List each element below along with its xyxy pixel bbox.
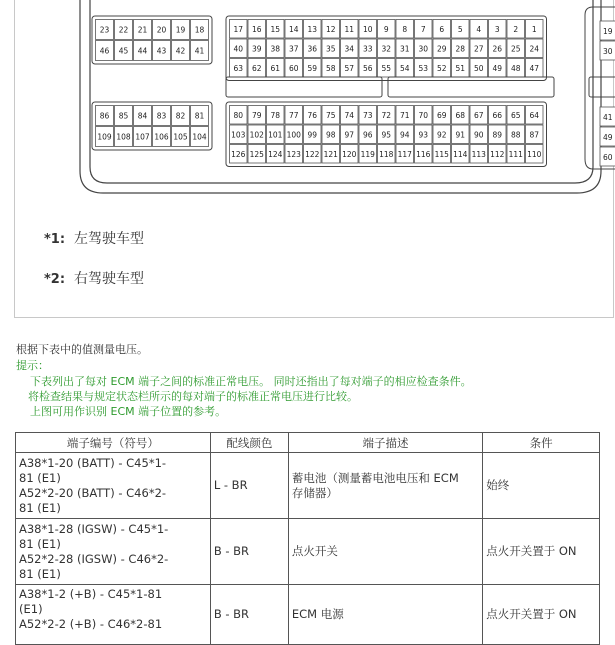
- pin-number: 118: [379, 149, 394, 159]
- description-cell: 点火开关: [288, 519, 482, 585]
- pin-number: 51: [455, 63, 466, 73]
- pin-number: 78: [270, 110, 281, 120]
- pin-number: 66: [492, 110, 503, 120]
- pin-number: 25: [510, 44, 521, 54]
- pin-number: 54: [399, 63, 410, 73]
- pin-number: 35: [325, 44, 336, 54]
- table-row: [16, 453, 600, 519]
- pin-number: 84: [137, 111, 148, 121]
- pin-number: 83: [156, 111, 167, 121]
- pin-number: 71: [399, 110, 410, 120]
- pin-number: 40: [233, 44, 244, 54]
- pin-number: 56: [362, 63, 373, 73]
- pin-number: 37: [288, 44, 299, 54]
- pin-number: 110: [527, 149, 542, 159]
- pin-number: 58: [325, 63, 336, 73]
- description-cell: 蓄电池（测量蓄电池电压和 ECM 存储器）: [288, 453, 482, 519]
- pin-number: 65: [510, 110, 521, 120]
- pin-number: 105: [173, 132, 188, 142]
- pin-number: 30: [418, 44, 429, 54]
- pin-number: 48: [510, 63, 521, 73]
- pin-number: 82: [175, 111, 186, 121]
- pin-number: 96: [362, 130, 373, 140]
- pin-number: 3: [494, 24, 500, 34]
- pin-number: 12: [325, 24, 336, 34]
- pin-number: 5: [457, 24, 463, 34]
- pin-number: 46: [99, 46, 110, 56]
- note-1: [44, 228, 144, 248]
- pin-number: 52: [436, 63, 447, 73]
- wire-color-cell: B - BR: [210, 519, 288, 585]
- terminal-cell: A38*1-28 (IGSW) - C45*1- 81 (E1) A52*2-28 (IGSW) - C46*2- 81 (E1): [16, 519, 211, 585]
- pin-number: 33: [362, 44, 373, 54]
- condition-cell: 点火开关置于 ON: [483, 519, 600, 585]
- pin-number: 94: [399, 130, 410, 140]
- pin-number: 79: [251, 110, 262, 120]
- pin-number: 104: [192, 132, 207, 142]
- pin-number: 86: [99, 111, 110, 121]
- pin-number: 101: [268, 130, 283, 140]
- header-wire-color: 配线颜色: [210, 433, 288, 453]
- header-condition: 条件: [483, 433, 600, 453]
- pin-number: 27: [473, 44, 484, 54]
- pin-number: 121: [323, 149, 338, 159]
- pin-number: 16: [251, 24, 262, 34]
- pin-number: 19: [603, 27, 613, 36]
- pin-number: 126: [231, 149, 246, 159]
- pin-number: 20: [156, 25, 167, 35]
- wire-color-cell: B - BR: [210, 585, 288, 645]
- pin-number: 103: [231, 130, 246, 140]
- pin-number: 53: [418, 63, 429, 73]
- pin-number: 77: [288, 110, 299, 120]
- terminal-cell: A38*1-2 (+B) - C45*1-81 (E1) A52*2-2 (+B) - C46*2-81: [16, 585, 211, 645]
- pin-number: 18: [194, 25, 205, 35]
- pin-number: 14: [288, 24, 299, 34]
- pin-number: 50: [473, 63, 484, 73]
- pin-number: 93: [418, 130, 429, 140]
- pin-number: 80: [233, 110, 244, 120]
- pin-number: 119: [360, 149, 375, 159]
- pin-number: 24: [529, 44, 540, 54]
- table-header-row: [16, 433, 600, 453]
- pin-number: 102: [249, 130, 264, 140]
- pin-number: 122: [305, 149, 320, 159]
- pin-number: 60: [603, 153, 613, 162]
- pin-number: 69: [436, 110, 447, 120]
- hint-label: 提示：: [16, 359, 49, 372]
- hint-1: 下表列出了每对 ECM 端子之间的标准正常电压。 同时还指出了每对端子的相应检查条件。: [30, 375, 472, 388]
- pin-number: 73: [362, 110, 373, 120]
- pin-number: 38: [270, 44, 281, 54]
- pin-number: 41: [194, 46, 205, 56]
- pin-number: 91: [455, 130, 466, 140]
- pin-number: 55: [381, 63, 392, 73]
- pin-number: 34: [344, 44, 355, 54]
- condition-cell: 点火开关置于 ON: [483, 585, 600, 645]
- pin-number: 59: [307, 63, 318, 73]
- description-cell: ECM 电源: [288, 585, 482, 645]
- pin-number: 67: [473, 110, 484, 120]
- voltage-table: [15, 432, 600, 645]
- pin-number: 22: [118, 25, 129, 35]
- pin-number: 109: [97, 132, 112, 142]
- terminal-cell: A38*1-20 (BATT) - C45*1- 81 (E1) A52*2-20 (BATT) - C46*2- 81 (E1): [16, 453, 211, 519]
- pin-number: 89: [492, 130, 503, 140]
- pin-number: 98: [325, 130, 336, 140]
- pin-number: 61: [270, 63, 281, 73]
- header-terminal: 端子编号（符号）: [16, 433, 211, 453]
- pin-number: 120: [342, 149, 357, 159]
- pin-number: 97: [344, 130, 355, 140]
- ecm-connector-diagram: [15, 0, 615, 199]
- pin-number: 44: [137, 46, 148, 56]
- note-2: [44, 268, 144, 288]
- pin-number: 85: [118, 111, 129, 121]
- pin-number: 68: [455, 110, 466, 120]
- pin-number: 17: [233, 24, 244, 34]
- pin-number: 95: [381, 130, 392, 140]
- pin-number: 26: [492, 44, 503, 54]
- pin-number: 29: [436, 44, 447, 54]
- pin-number: 8: [402, 24, 408, 34]
- pin-number: 114: [453, 149, 468, 159]
- pin-number: 10: [362, 24, 373, 34]
- pin-number: 47: [529, 63, 540, 73]
- pin-number: 15: [270, 24, 281, 34]
- pin-number: 88: [510, 130, 521, 140]
- pin-number: 92: [436, 130, 447, 140]
- pin-number: 117: [397, 149, 412, 159]
- pin-number: 42: [175, 46, 186, 56]
- note-2-mark: *2:: [44, 272, 66, 287]
- pin-number: 90: [473, 130, 484, 140]
- hint-3: 上图可用作识别 ECM 端子位置的参考。: [30, 405, 227, 418]
- pin-number: 45: [118, 46, 129, 56]
- wire-color-cell: L - BR: [210, 453, 288, 519]
- pin-number: 62: [251, 63, 262, 73]
- note-1-mark: *1:: [44, 232, 66, 247]
- pin-number: 125: [249, 149, 264, 159]
- pin-number: 7: [420, 24, 426, 34]
- pin-number: 106: [154, 132, 169, 142]
- table-row: [16, 585, 600, 645]
- pin-number: 30: [603, 47, 613, 56]
- pin-number: 2: [513, 24, 519, 34]
- pin-number: 72: [381, 110, 392, 120]
- pin-number: 41: [603, 113, 613, 122]
- pin-number: 111: [508, 149, 523, 159]
- hint-2: 将检查结果与规定状态栏所示的每对端子的标准正常电压进行比较。: [28, 390, 358, 403]
- pin-number: 21: [137, 25, 148, 35]
- pin-number: 28: [455, 44, 466, 54]
- header-description: 端子描述: [288, 433, 482, 453]
- pin-number: 76: [307, 110, 318, 120]
- pin-number: 108: [116, 132, 131, 142]
- pin-number: 49: [492, 63, 503, 73]
- condition-cell: 始终: [483, 453, 600, 519]
- table-row: [16, 519, 600, 585]
- pin-number: 107: [135, 132, 150, 142]
- pin-number: 60: [288, 63, 299, 73]
- pin-number: 112: [490, 149, 505, 159]
- pin-number: 1: [531, 24, 537, 34]
- pin-number: 113: [471, 149, 486, 159]
- pin-number: 99: [307, 130, 318, 140]
- pin-number: 49: [603, 133, 613, 142]
- pin-number: 74: [344, 110, 355, 120]
- pin-number: 100: [286, 130, 301, 140]
- pin-number: 43: [156, 46, 167, 56]
- pin-number: 64: [529, 110, 540, 120]
- pin-number: 75: [325, 110, 336, 120]
- pin-number: 13: [307, 24, 318, 34]
- pin-number: 70: [418, 110, 429, 120]
- pin-number: 63: [233, 63, 244, 73]
- pin-number: 6: [439, 24, 445, 34]
- pin-number: 57: [344, 63, 355, 73]
- intro-text: 根据下表中的值测量电压。: [16, 343, 148, 356]
- pin-number: 4: [476, 24, 482, 34]
- pin-number: 116: [416, 149, 431, 159]
- pin-number: 123: [286, 149, 301, 159]
- pin-number: 81: [194, 111, 205, 121]
- pin-number: 115: [434, 149, 449, 159]
- pin-number: 9: [383, 24, 389, 34]
- note-2-text: 右驾驶车型: [73, 271, 144, 287]
- note-1-text: 左驾驶车型: [73, 231, 144, 247]
- pin-number: 32: [381, 44, 392, 54]
- pin-number: 39: [251, 44, 262, 54]
- pin-number: 31: [399, 44, 410, 54]
- pin-number: 19: [175, 25, 186, 35]
- pin-number: 23: [99, 25, 110, 35]
- pin-number: 87: [529, 130, 540, 140]
- pin-number: 124: [268, 149, 283, 159]
- pin-number: 36: [307, 44, 318, 54]
- pin-number: 11: [344, 24, 355, 34]
